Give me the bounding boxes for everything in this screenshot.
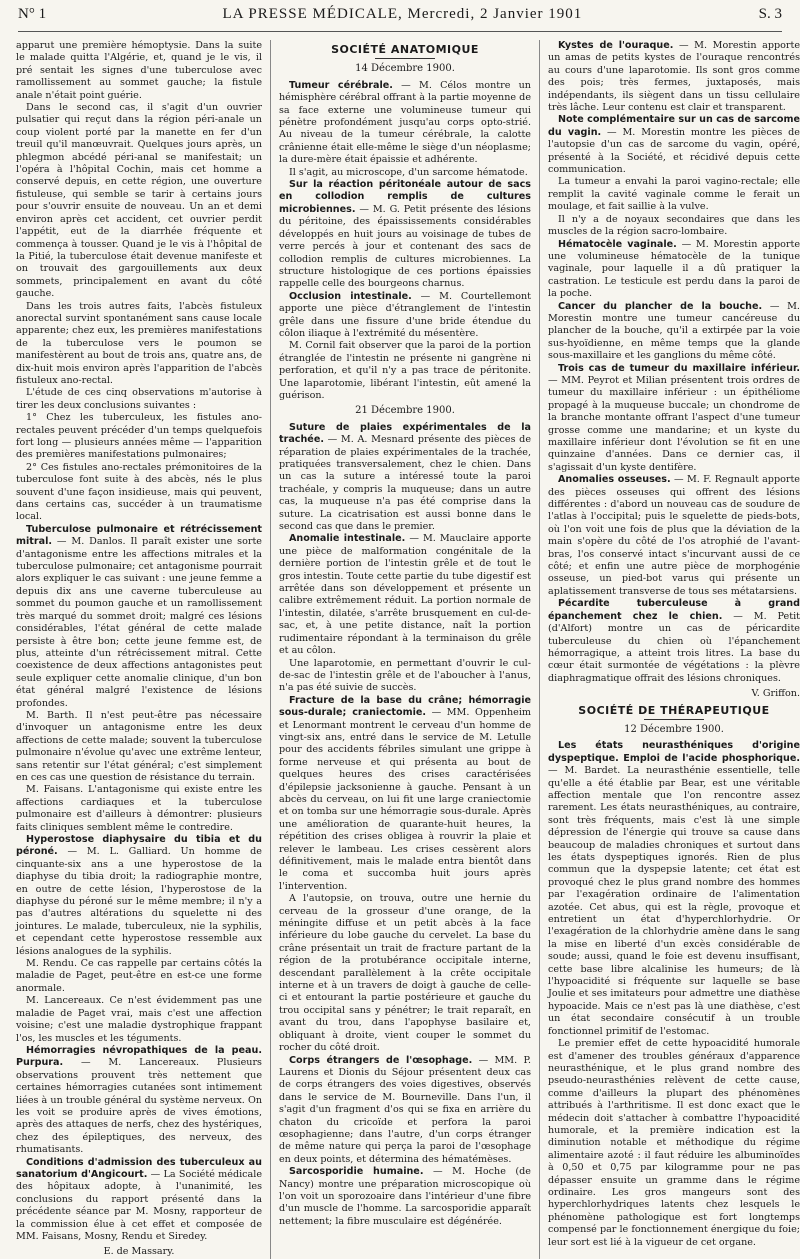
article-title: Trois cas de tumeur du maxillaire inférieur.: [558, 362, 800, 374]
session-date: 21 Décembre 1900.: [355, 405, 455, 417]
article: [548, 40, 800, 114]
author-signature: V. Griffon.: [751, 688, 800, 700]
paragraph: 2° Ces fistules ano-rectales prémonitoires de la tuberculose font suite à des abcès, nés le plus souvent d'une façon insidieuse, mais qui peuvent, dans certains cas, succéder à un traumatisme local.: [16, 461, 262, 523]
article-title: Sarcosporidie humaine.: [289, 1166, 424, 1178]
article-title: Fracture de la base du crâne; hémorragie sous-durale; craniectomie.: [279, 694, 531, 719]
paragraph: Dans les trois autres faits, l'abcès fistuleux anorectal survint spontanément sans cause locale apparente; chez eux, les premières manifestations de la tuberculose vers le poumon se manifestèrent au bout de trois ans, quatre ans, de dix-huit mois environ après l'apparition de l'abcès fistuleux ano-rectal.: [16, 300, 262, 386]
running-header: [18, 6, 782, 32]
section-title: SOCIÉTÉ ANATOMIQUE: [331, 43, 479, 56]
article: [16, 524, 262, 710]
article: [16, 834, 262, 958]
page-number: S. 3: [758, 6, 782, 22]
paragraph: La tumeur a envahi la paroi vagino-rectale; elle remplit la cavité vaginale comme le ferait un moulage, et fait saillie à la vulve.: [548, 176, 800, 213]
column-3: [548, 40, 800, 1259]
article-title: Sur la réaction péritonéale autour de sacs en collodion remplis de cultures microbiennes.: [279, 179, 531, 215]
column-divider: [270, 40, 271, 1259]
article-text: — La Société médicale des hôpitaux adopte, à l'unanimité, les conclusions du rapport présenté dans la précédente séance par M. Mosny, rapporteur de la commission élue à cet effet et composée de MM. Faisans, Mosny, Rendu et Siredey.: [16, 1168, 262, 1242]
article-text: — MM. Oppenheim et Lenormant montrent le cerveau d'un homme de vingt-six ans, entré dans le service de M. Letulle pour des accidents fébriles simulant une grippe à forme nerveuse et qui présenta au bout de quelques heures des crises caractérisées d'épilepsie jacksonienne à gauche. Pensant à un abcès du cerveau, on lui fit une large craniectomie et on tomba sur une hémorragie sous-durale. Après une amélioration de quarante-huit heures, la répétition des crises obligea à rouvrir la plaie et relever le lambeau. Les crises cessèrent alors définitivement, mais le malade entra bientôt dans le coma et succomba huit jours après l'intervention.: [279, 707, 531, 892]
article: [548, 114, 800, 176]
article: [279, 1055, 531, 1167]
article-text: — M. L. Galliard. Un homme de cinquante-six ans a une hyperostose de la diaphyse du tibia droit; la radiographie montre, en outre de cette lésion, l'hyperostose de la diaphyse du péroné sur le même membre; il n'y a pas d'autres altérations du squelette ni des jointures. Le malade, tuberculeux, nie la syphilis, et cependant cette hyperostose ressemble aux lésions analogues de la syphilis.: [16, 846, 262, 957]
section-rule: [644, 719, 704, 720]
article: [548, 239, 800, 301]
article-text: — M. Célos montre un hémisphère cérébral offrant à la partie moyenne de sa face externe une volumineuse tumeur qui pénètre profondément jusqu'au corps opto-strié. Au niveau de la tumeur cérébrale, la calotte crânienne était elle-même le siège d'un néoplasme; la dure-mère était épaissie et adhérente.: [279, 79, 531, 166]
article-text: — MM. P. Laurens et Dionis du Séjour présentent deux cas de corps étrangers des voies digestives, observés dans le service de M. Bourneville. Dans l'un, il s'agit d'un fragment d'os qui se fixa en arrière du chaton du cricoïde et perfora la paroi œsophagienne; dans l'autre, d'un corps étranger de même nature qui perça la paroi de l'œsophage en deux points, et détermina des hématémèses.: [279, 1054, 532, 1165]
article-title: Cancer du plancher de la bouche.: [558, 300, 763, 312]
article-text: — M. Morestin montre les pièces de l'autopsie d'un cas de sarcome du vagin, opéré, présenté à la Société, et récidivé depuis cette communication.: [548, 126, 800, 176]
article: [548, 363, 800, 475]
article: [279, 179, 531, 291]
article-text: — M. Courtellemont apporte une pièce d'étranglement de l'intestin grêle dans une fissure d'une bride étendue du côlon iliaque à l'extrémité du mésentère.: [279, 290, 531, 339]
column-1: [16, 40, 262, 1259]
article-text: — MM. Peyrot et Milian présentent trois ordres de tumeur du maxillaire inférieur : un épithéliome propagé à la muqueuse buccale; un chondrome de la branche montante offrant l'aspect d'une tumeur grosse comme une mandarine; et un kyste du maxillaire inférieur dont l'évolution se fit en une quinzaine d'années. Dans ce dernier cas, il s'agissait d'un kyste dentifère.: [548, 374, 800, 473]
article-title: Corps étrangers de l'œsophage.: [289, 1054, 473, 1066]
article-text: — M. Danlos. Il paraît exister une sorte d'antagonisme entre les affections mitrales et la tuberculose pulmonaire; cet antagonisme pourrait alors expliquer le cas suivant : une jeune femme a depuis dix ans une caverne tuberculeuse au sommet du poumon gauche et un ramollissement très marqué du sommet droit; malgré ces lésions considérables, l'état général de cette malade persiste à être bon; cette jeune femme est, de plus, atteinte d'un rétrécissement mitral. Cette coexistence de deux affections antagonistes peut seule expliquer cette anomalie clinique, d'un bon état général malgré l'existence de lésions profondes.: [16, 536, 262, 709]
section-rule: [375, 58, 435, 59]
issue-number: N° 1: [18, 6, 47, 22]
article-text: — M. Morestin apporte une volumineuse hématocèle de la tunique vaginale, pour laquelle il a dû pratiquer la castration. Le testicule est perdu dans la paroi de la poche.: [548, 238, 800, 300]
column-divider: [539, 40, 540, 1259]
article-title: Pécardite tuberculeuse à grand épanchement chez le chien.: [548, 598, 800, 622]
paragraph: M. Faisans. L'antagonisme qui existe entre les affections cardiaques et la tuberculose pulmonaire est d'ailleurs à démontrer: plusieurs faits cliniques semblent même le contredire.: [16, 784, 262, 833]
article: [279, 1166, 531, 1228]
article-text: — M. F. Regnault apporte des pièces osseuses qui offrent des lésions différentes : d'abord un nouveau cas de soudure de l'atlas à l'occipital; puis le squelette de pieds-bots, où l'on voit une fois de plus que la déviation de la main s'opère du côté de l'os atrophié de l'avant-bras, l'os conservé intact s'incurvant aussi de ce côté; et enfin une autre pièce de morphogénie osseuse, un pied-bot varus qui présente un aplatissement transverse de tous ses métatarsiens.: [548, 474, 800, 597]
article-title: Hyperostose diaphysaire du tibia et du péroné.: [16, 834, 262, 858]
article-text: — M. Mauclaire apporte une pièce de malformation congénitale de la dernière portion de l'intestin grêle et de tout le gros intestin. Toute cette partie du tube digestif est arrêtée dans son développement et présente un calibre extrêmement réduit. La portion normale de l'intestin, dilatée, s'arrête brusquement en cul-de-sac, et, à une petite distance, naît la portion rudimentaire répondant à la terminaison du grêle et au côlon.: [279, 533, 531, 657]
article: [279, 533, 531, 657]
article-text: — M. Lancereaux. Plusieurs observations prouvent très nettement que certaines hémorragies cutanées sont intimement liées à un trouble général du système nerveux. On les voit se produire après de vives émotions, après des attaques de nerfs, chez des hystériques, chez des épileptiques, des nerveux, des rhumatisants.: [16, 1057, 262, 1156]
article-title: Conditions d'admission des tuberculeux au sanatorium d'Angicourt.: [16, 1156, 262, 1180]
article-text: — M. G. Petit présente des lésions du péritoine, des épaississements considérables développés en huit jours au voisinage de tubes de verre percés à jour et contenant des sacs de collodion remplis de cultures microbiennes. La structure histologique de ces portions épaissies rappelle celle des bourgeons charnus.: [279, 203, 531, 290]
article: [16, 1157, 262, 1244]
article: [279, 695, 531, 894]
article-title: Tuberculose pulmonaire et rétrécissement mitral.: [16, 523, 262, 548]
paragraph: M. Lancereaux. Ce n'est évidemment pas une maladie de Paget vrai, mais c'est une affection voisine; c'est une maladie dystrophique frappant l'os, les muscles et les téguments.: [16, 995, 262, 1044]
article: [548, 474, 800, 598]
article-title: Anomalies osseuses.: [558, 474, 671, 486]
paragraph: apparut une première hémoptysie. Dans la suite le malade quitta l'Algérie, et, quand je le vis, il pré sentait les signes d'une tuberculose avec ramollissement au sommet gauche; la fistule anale n'était point guérie.: [16, 40, 262, 101]
article-title: Tumeur cérébrale.: [289, 79, 393, 91]
article: [16, 1045, 262, 1157]
article-title: Hématocèle vaginale.: [558, 238, 677, 250]
paragraph: L'étude de ces cinq observations m'autorise à tirer les deux conclusions suivantes :: [16, 387, 262, 411]
paragraph: Dans le second cas, il s'agit d'un ouvrier pulsatier qui reçut dans la région péri-anale un coup violent porté par la manette en fer d'un treuil qu'il manœuvrait. Quelques jours après, un phlegmon abcédé péri-anal se manifestait; un l'opéra à l'hôpital Cochin, mais cet homme a conservé depuis, en cette région, une ouverture fistuleuse, qui semble se tarir à certains jours pour s'ouvrir ensuite de nouveau. Un an et demi environ après cet accident, cet ouvrier perdit l'appétit, eut de la diarrhée fréquente et commença à tousser. Quand je le vis à l'hôpital de la Pitié, la tuberculose était devenue manifeste et on trouvait des gargouillements aux deux sommets, principalement en avant du côté gauche.: [16, 102, 262, 300]
article-text: — M. Morestin apporte un amas de petits kystes de l'ouraque rencontrés au cours d'une laparotomie. Ils sont gros comme des pois; très fermes, juxtaposés, mais indépendants, ils siègent dans un tissu cellulaire très lâche. Leur contenu est clair et transparent.: [548, 40, 800, 114]
article: [279, 80, 531, 167]
session-date: 14 Décembre 1900.: [355, 63, 455, 75]
article-text: — M. Petit (d'Alfort) montre un cas de péricardite tuberculeuse du chien où l'épanchement hémorragique, a atteint trois litres. La base du cœur était surmontée de végétations : la plèvre diaphragmatique offrait des lésions chroniques.: [548, 610, 800, 684]
paragraph: M. Cornil fait observer que la paroi de la portion étranglée de l'intestin ne présente ni gangrène ni perforation, et qu'il n'y a pas trace de péritonite. Une laparotomie, libérant l'intestin, eût amené la guérison.: [279, 340, 531, 401]
article-title: Les états neurasthéniques d'origine dyspeptique. Emploi de l'acide phosphorique.: [548, 740, 800, 764]
article-text: — M. Hoche (de Nancy) montre une préparation microscopique où l'on voit un sporozoaire dans l'intérieur d'une fibre d'un muscle de l'homme. La sarcosporidie apparaît nettement; la fibre musculaire est dégénérée.: [279, 1166, 531, 1227]
article: [548, 598, 800, 685]
article-text: — M. Bardet. La neurasthénie essentielle, telle qu'elle a été établie par Bear, est une véritable affection mentale que l'on rencontre assez rarement. Les états neurasthéniques, au contraire, sont très fréquents, mais c'est là une simple dépression de l'énergie qui trouve sa cause dans beaucoup de maladies chroniques et surtout dans les états dyspeptiques ignorés. Rien de plus commun que la dyspepsie latente; cet état est provoqué chez le plus grand nombre des hommes par l'exagération ordinaire de l'alimentation azotée. Cet abus, qui est la règle, provoque et entretient un état d'hyperchlorhydrie. Or l'exagération de la chlorhydrie amène dans le sang la mise en liberté d'un excès considérable de soude; aussi, quand le foie est devenu insuffisant, cette base libre alcalinise les humeurs; de là l'hypoacidité si fréquente sur laquelle se base Joulie et ses imitateurs pour admettre une diathèse hypoacide. Mais ce n'est pas là une diathèse, c'est un état secondaire consécutif à un trouble fonctionnel primitif de l'estomac.: [548, 765, 800, 1037]
article-text: — M. Morestin montre une tumeur cancéreuse du plancher de la bouche, qu'il a extirpée par la voie sus-hyoïdienne, en même temps que la glande sous-maxillaire et les ganglions du même côté.: [548, 300, 800, 362]
section-title: SOCIÉTÉ DE THÉRAPEUTIQUE: [578, 703, 770, 717]
session-date: 12 Décembre 1900.: [624, 723, 724, 735]
paragraph: Le premier effet de cette hypoacidité humorale est d'amener des troubles généraux d'apparence neurasthénique, et le plus grand nombre des pseudo-neurasthénies relèvent de cette cause, comme d'ailleurs la plupart des phénomènes attribués à l'arthritisme. Il est donc exact que le médecin doit s'attacher à combattre l'hypoacidité humorale, et la première indication est la diminution notable et méthodique du régime alimentaire azoté : il faut réduire les albuminoïdes à 0,50 et 0,75 par kilogramme pour ne pas dépasser ensuite un gramme dans le régime ordinaire. Les gros mangeurs sont des hyperchlorhydriques latents chez lesquels le phénomène pathologique est fort longtemps compensé par le fonctionnement énergique du foie; leur sort est lié à la vigueur de cet organe.: [548, 1038, 800, 1248]
article-title: Suture de plaies expérimentales de la trachée.: [279, 421, 531, 446]
article-title: Occlusion intestinale.: [289, 290, 412, 302]
article-title: Anomalie intestinale.: [289, 533, 406, 545]
paragraph: Une laparotomie, en permettant d'ouvrir le cul-de-sac de l'intestin grêle et de l'aboucher à l'anus, n'a pas été suivie de succès.: [279, 657, 531, 694]
article: [548, 740, 800, 1038]
author-signature: E. de Massary.: [103, 1246, 175, 1258]
article-text: — M. A. Mesnard présente des pièces de réparation de plaies expérimentales de la trachée, pratiquées transversalement, chez le chien. Dans un cas la suture a intéressé toute la paroi trachéale, y compris la muqueuse; dans un autre cas, la muqueuse n'a pas été comprise dans la suture. La cicatrisation est aussi bonne dans le second cas que dans le premier.: [279, 434, 531, 533]
page-columns: [16, 40, 800, 1258]
article-title: Hémorragies névropathiques de la peau. Purpura.: [16, 1044, 262, 1069]
paragraph: Il s'agit, au microscope, d'un sarcome hématode.: [289, 166, 528, 178]
article: [279, 291, 531, 341]
paragraph: 1° Chez les tuberculeux, les fistules ano-rectales peuvent précéder d'un temps quelquefois fort long — plusieurs années même — l'apparition des premières manifestations pulmonaires;: [16, 412, 262, 461]
paragraph: A l'autopsie, on trouva, outre une hernie du cerveau de la grosseur d'une orange, de la méningite diffuse et un petit abcès à la face inférieure du lobe gauche du cervelet. La base du crâne présentait un trait de fracture partant de la région de la protubérance occipitale interne, descendant parallèlement à la crête occipitale interne et à un travers de doigt à gauche de celle-ci et entourant la partie postérieure et gauche du trou occipital sans y pénétrer; le trait reparaît, en avant du trou, dans l'apophyse basilaire et, obliquant à droite, vient couper le sommet du rocher du côté droit.: [279, 893, 531, 1054]
article: [279, 422, 531, 534]
paragraph: Il n'y a de noyaux secondaires que dans les muscles de la région sacro-lombaire.: [548, 213, 800, 238]
article-title: Note complémentaire sur un cas de sarcome du vagin.: [548, 114, 800, 138]
article-title: Kystes de l'ouraque.: [558, 40, 674, 51]
paragraph: M. Barth. Il n'est peut-être pas nécessaire d'invoquer un antagonisme entre les deux affections de cette malade; souvent la tuberculose pulmonaire n'évolue qu'avec une extrême lenteur, sans retentir sur l'état général; c'est simplement en ces cas une question de résistance du terrain.: [16, 709, 262, 783]
paragraph: M. Rendu. Ce cas rappelle par certains côtés la maladie de Paget, peut-être en est-ce une forme anormale.: [16, 958, 262, 994]
column-2: [279, 40, 531, 1259]
journal-title: LA PRESSE MÉDICALE, Mercredi, 2 Janvier 1901: [222, 6, 583, 22]
article: [548, 301, 800, 363]
